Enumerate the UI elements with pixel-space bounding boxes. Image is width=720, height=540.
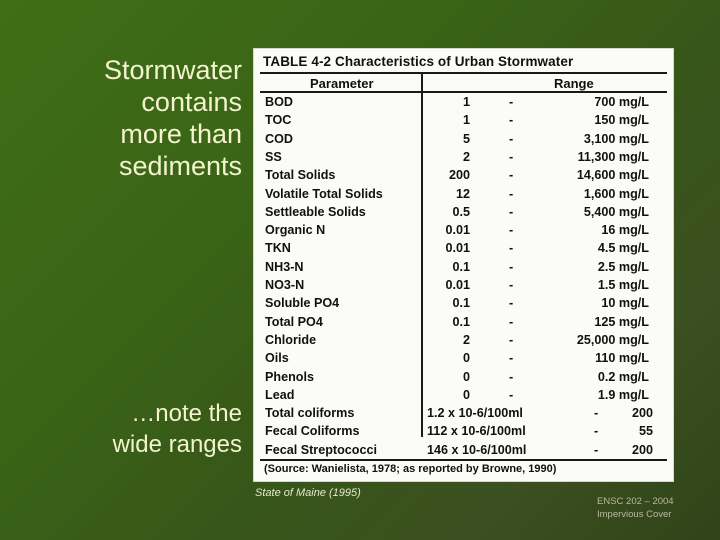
footer-course: ENSC 202 – 2004: [597, 496, 674, 507]
range-high-cell: 200: [631, 442, 653, 457]
range-high-cell: 11,300 mg/L: [577, 149, 649, 164]
range-high-cell: 110 mg/L: [595, 351, 649, 366]
range-low-cell: 5: [462, 131, 470, 146]
range-dash: -: [509, 259, 514, 274]
range-low-cell: 2: [462, 332, 470, 347]
note-line: wide ranges: [112, 431, 242, 458]
parameter-cell: Settleable Solids: [265, 204, 366, 219]
range-dash: -: [509, 351, 514, 366]
slide-heading: [12, 54, 242, 182]
range-high-cell: 0.2 mg/L: [597, 369, 649, 384]
range-dash: -: [509, 387, 514, 402]
heading-line: sediments: [118, 151, 242, 181]
range-low-cell: 12: [455, 186, 470, 201]
range-dash: -: [509, 332, 514, 347]
parameter-cell: Volatile Total Solids: [265, 186, 383, 201]
heading-line: more than: [120, 119, 242, 149]
slide-footer: [597, 495, 674, 521]
parameter-cell: COD: [265, 131, 293, 146]
image-credit: State of Maine (1995): [255, 487, 361, 499]
range-low-cell: 1: [462, 95, 470, 109]
range-high-cell: 125 mg/L: [594, 314, 649, 329]
parameter-cell: Total PO4: [265, 314, 323, 329]
parameter-cell: Organic N: [265, 223, 326, 238]
range-dash: -: [509, 95, 514, 109]
range-low-cell: 2: [462, 149, 470, 164]
footer-topic: Impervious Cover: [597, 509, 672, 520]
range-low-cell: 1: [462, 113, 470, 128]
range-dash: -: [594, 442, 599, 457]
table-rule-header: [260, 91, 667, 93]
slide-note: [12, 398, 242, 460]
range-high-cell: 4.5 mg/L: [597, 241, 649, 256]
parameter-cell: BOD: [265, 95, 293, 109]
range-low-cell: 1.2 x 10-6/100ml: [427, 406, 523, 421]
range-low-cell: 200: [448, 168, 470, 183]
parameter-cell: Fecal Streptococci: [265, 442, 377, 457]
range-dash: -: [594, 424, 599, 439]
range-low-cell: 0.1: [452, 296, 470, 311]
range-dash: -: [509, 204, 514, 219]
range-high-cell: 10 mg/L: [601, 296, 649, 311]
table-title: TABLE 4-2 Characteristics of Urban Stormwater: [263, 54, 574, 69]
table-row: [254, 333, 673, 351]
range-low-cell: 0.01: [445, 278, 470, 292]
range-dash: -: [594, 406, 599, 421]
table-row: [254, 370, 673, 388]
range-dash: -: [509, 186, 514, 201]
table-row: [254, 223, 673, 241]
range-dash: -: [509, 131, 514, 146]
range-low-cell: 146 x 10-6/100ml: [427, 442, 527, 457]
range-low-cell: 0.5: [452, 204, 470, 219]
table-row: [254, 241, 673, 259]
range-low-cell: 0: [462, 387, 470, 402]
parameter-cell: Fecal Coliforms: [265, 424, 360, 439]
table-row: [254, 205, 673, 223]
table-row: [254, 132, 673, 150]
range-high-cell: 700 mg/L: [594, 95, 649, 109]
range-dash: -: [509, 113, 514, 128]
parameter-cell: TKN: [265, 241, 291, 256]
parameter-cell: SS: [265, 149, 282, 164]
range-dash: -: [509, 168, 514, 183]
table-rule-top: [260, 72, 667, 74]
range-low-cell: 0.1: [452, 314, 470, 329]
parameter-cell: Total Solids: [265, 168, 336, 183]
table-row: [254, 351, 673, 369]
parameter-cell: Oils: [265, 351, 289, 366]
parameter-cell: NH3-N: [265, 259, 304, 274]
range-dash: -: [509, 223, 514, 238]
heading-line: Stormwater: [103, 55, 242, 85]
parameter-cell: Soluble PO4: [265, 296, 340, 311]
range-low-cell: 0.01: [445, 241, 470, 256]
range-low-cell: 0: [462, 369, 470, 384]
table-row: [254, 388, 673, 406]
table-row: [254, 406, 673, 424]
range-low-cell: 112 x 10-6/100ml: [427, 424, 526, 439]
header-parameter: Parameter: [310, 76, 374, 91]
range-high-cell: 1,600 mg/L: [583, 186, 649, 201]
range-dash: -: [509, 241, 514, 256]
range-dash: -: [509, 369, 514, 384]
range-dash: -: [509, 278, 514, 292]
parameter-cell: Lead: [265, 387, 295, 402]
range-low-cell: 0: [462, 351, 470, 366]
table-row: [254, 424, 673, 442]
range-dash: -: [509, 296, 514, 311]
table-source-note: (Source: Wanielista, 1978; as reported by Browne, 1990): [264, 463, 557, 475]
table-rule-bottom: [260, 459, 667, 461]
stormwater-table-image: [253, 48, 674, 482]
table-row: [254, 95, 673, 113]
table-row: [254, 168, 673, 186]
heading-line: contains: [141, 87, 242, 117]
range-high-cell: 1.9 mg/L: [597, 387, 649, 402]
range-high-cell: 3,100 mg/L: [583, 131, 649, 146]
range-low-cell: 0.1: [452, 259, 470, 274]
table-row: [254, 278, 673, 296]
range-dash: -: [509, 149, 514, 164]
parameter-cell: TOC: [265, 113, 292, 128]
header-range: Range: [554, 76, 594, 91]
range-high-cell: 5,400 mg/L: [583, 204, 649, 219]
table-row: [254, 315, 673, 333]
table-row: [254, 260, 673, 278]
parameter-cell: NO3-N: [265, 278, 305, 292]
parameter-cell: Total coliforms: [265, 406, 355, 421]
range-high-cell: 1.5 mg/L: [597, 278, 649, 292]
table-row: [254, 113, 673, 131]
note-line: …note the: [131, 400, 242, 427]
range-high-cell: 25,000 mg/L: [576, 332, 649, 347]
table-row: [254, 296, 673, 314]
range-high-cell: 200: [631, 406, 653, 421]
range-low-cell: 0.01: [445, 223, 470, 238]
table-row: [254, 187, 673, 205]
range-high-cell: 2.5 mg/L: [597, 259, 649, 274]
range-high-cell: 16 mg/L: [601, 223, 649, 238]
range-high-cell: 55: [638, 424, 653, 439]
parameter-cell: Chloride: [265, 332, 317, 347]
parameter-cell: Phenols: [265, 369, 314, 384]
table-row: [254, 150, 673, 168]
range-high-cell: 150 mg/L: [594, 113, 649, 128]
range-high-cell: 14,600 mg/L: [576, 168, 649, 183]
range-dash: -: [509, 314, 514, 329]
